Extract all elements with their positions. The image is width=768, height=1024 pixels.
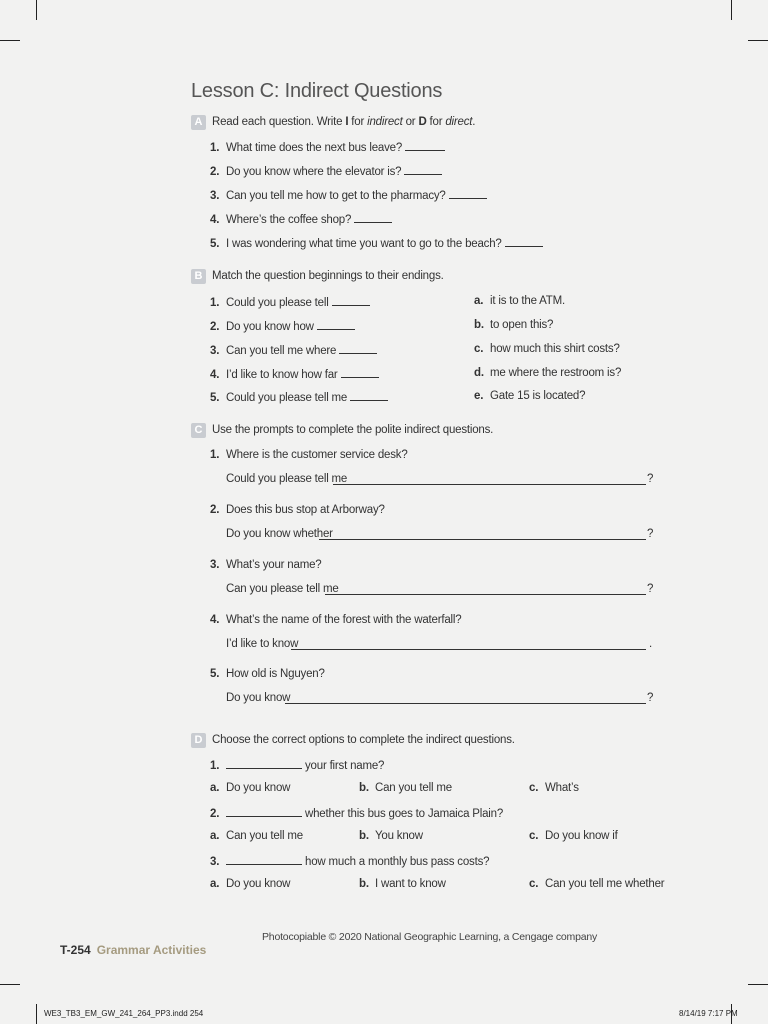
section-d-item: 3. how much a monthly bus pass costs? [210,856,490,868]
section-c-instruction: Use the prompts to complete the polite indirect questions. [212,424,494,436]
section-a-item: 4. Where’s the coffee shop? [210,212,392,226]
answer-line[interactable] [319,539,646,540]
answer-blank[interactable] [332,295,370,306]
section-a-instruction: Read each question. Write I for indirect or D for direct. [212,116,476,128]
section-b-left-item: 1. Could you please tell [210,295,370,309]
answer-line[interactable] [333,484,646,485]
option[interactable]: c. What’s [529,782,579,794]
section-b-right-item: b. to open this? [474,319,554,331]
crop-mark [0,40,20,41]
option[interactable]: a. Can you tell me [210,830,303,842]
section-b-right-item: a. it is to the ATM. [474,295,565,307]
section-b-left-item: 2. Do you know how [210,319,355,333]
answer-line[interactable] [325,594,646,595]
answer-blank[interactable] [317,319,355,330]
end-punctuation: ? [647,528,654,540]
section-d-item: 2. whether this bus goes to Jamaica Plain? [210,808,504,820]
option[interactable]: c. Do you know if [529,830,618,842]
option[interactable]: b. You know [359,830,423,842]
section-c-badge: C [191,423,206,438]
section-c-prompt: Do you know [226,692,291,704]
crop-mark [731,0,732,20]
section-c-prompt: I’d like to know [226,638,299,650]
section-a-item: 3. Can you tell me how to get to the pharmacy? [210,188,487,202]
end-punctuation: . [649,638,653,650]
answer-blank[interactable] [341,367,379,378]
answer-blank[interactable] [354,212,392,223]
section-d-badge: D [191,733,206,748]
answer-blank[interactable] [505,236,543,247]
option[interactable]: a. Do you know [210,878,291,890]
page-footer [60,943,206,957]
section-c-prompt: Can you please tell me [226,583,339,595]
answer-blank[interactable] [404,164,442,175]
option[interactable]: a. Do you know [210,782,291,794]
section-a-item: 5. I was wondering what time you want to go to the beach? [210,236,543,250]
crop-mark [36,0,37,20]
answer-blank[interactable] [405,140,445,151]
option[interactable]: b. Can you tell me [359,782,452,794]
page-section-label: Grammar Activities [96,943,207,957]
answer-line[interactable] [291,649,646,650]
option[interactable]: b. I want to know [359,878,446,890]
end-punctuation: ? [647,692,654,704]
section-b-left-item: 4. I’d like to know how far [210,367,379,381]
section-c-question: 4. What’s the name of the forest with the waterfall? [210,614,462,626]
crop-mark [0,984,20,985]
answer-blank[interactable] [350,390,388,401]
section-c-question: 2. Does this bus stop at Arborway? [210,504,385,516]
answer-blank[interactable] [226,854,302,865]
answer-blank[interactable] [339,343,377,354]
section-c-question: 1. Where is the customer service desk? [210,449,408,461]
section-c-question: 3. What’s your name? [210,559,322,571]
section-d-instruction: Choose the correct options to complete the indirect questions. [212,734,515,746]
section-b-right-item: d. me where the restroom is? [474,367,622,379]
section-c-prompt: Do you know whether [226,528,333,540]
answer-blank[interactable] [449,188,487,199]
crop-mark [748,984,768,985]
copyright-notice: Photocopiable © 2020 National Geographic Learning, a Cengage company [262,931,598,943]
answer-blank[interactable] [226,758,302,769]
section-b-left-item: 3. Can you tell me where [210,343,377,357]
page-title: Lesson C: Indirect Questions [191,80,443,102]
section-b-right-item: e. Gate 15 is located? [474,390,586,402]
section-b-left-item: 5. Could you please tell me [210,390,388,404]
section-c-prompt: Could you please tell me [226,473,348,485]
section-c-question: 5. How old is Nguyen? [210,668,325,680]
crop-mark [748,40,768,41]
slug-date: 8/14/19 7:17 PM [679,1009,738,1018]
section-a-badge: A [191,115,206,130]
option[interactable]: c. Can you tell me whether [529,878,665,890]
section-a-item: 1. What time does the next bus leave? [210,140,445,154]
section-b-instruction: Match the question beginnings to their endings. [212,270,444,282]
section-b-right-item: c. how much this shirt costs? [474,343,620,355]
end-punctuation: ? [647,473,654,485]
end-punctuation: ? [647,583,654,595]
answer-blank[interactable] [226,806,302,817]
section-b-badge: B [191,269,206,284]
answer-line[interactable] [285,703,646,704]
section-d-item: 1. your first name? [210,760,385,772]
page-number: T-254 [60,943,91,957]
crop-mark [36,1004,37,1024]
slug-filename: WE3_TB3_EM_GW_241_264_PP3.indd 254 [44,1009,204,1018]
section-a-item: 2. Do you know where the elevator is? [210,164,442,178]
